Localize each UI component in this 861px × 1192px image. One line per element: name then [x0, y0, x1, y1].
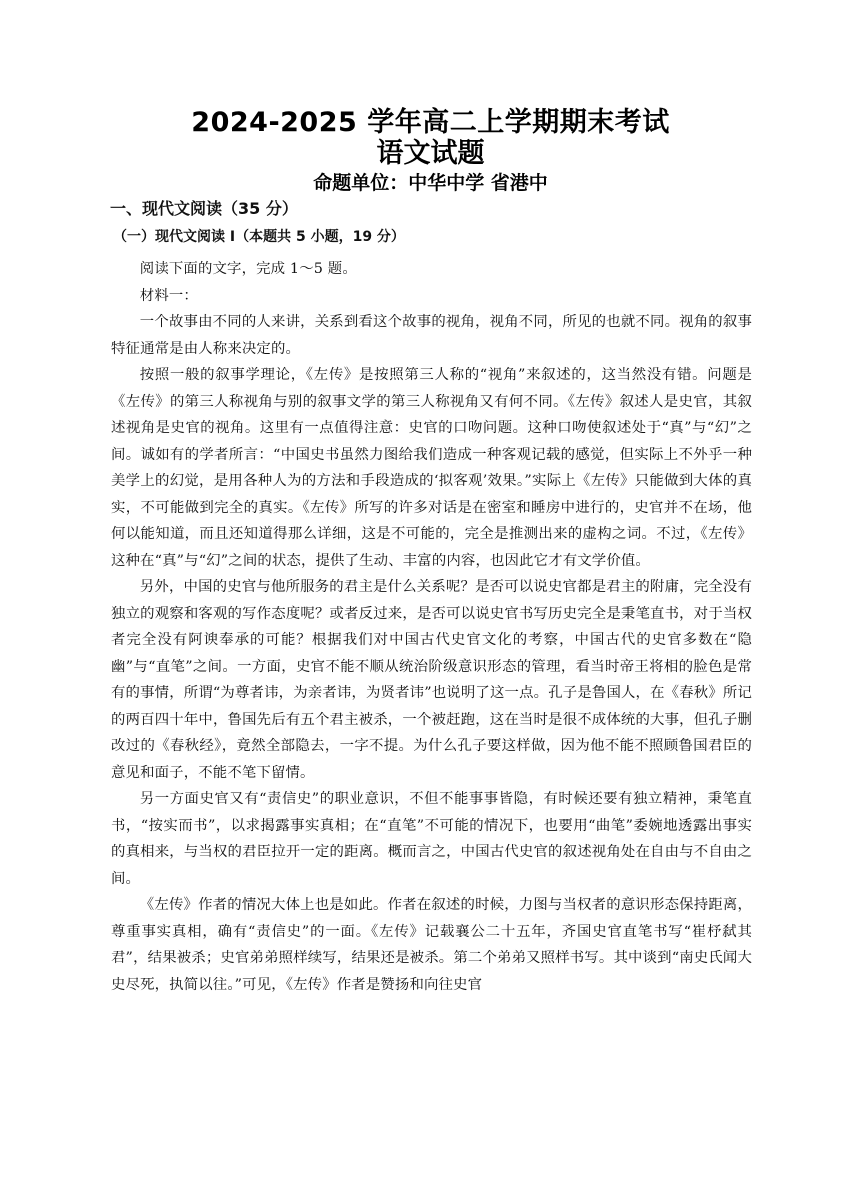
- paragraph: 另一方面史官又有“责信史”的职业意识，不但不能事事皆隐，有时候还要有独立精神，秉笔直书，“按实而书”，以求揭露事实真相；在“直笔”不可能的情况下，也要用“曲笔”委婉地透露出事实的真相来，与当权的君臣拉开一定的距离。概而言之，中国古代史官的叙述视角处在自由与不自由之间。: [111, 791, 752, 887]
- paragraph: 《左传》作者的情况大体上也是如此。作者在叙述的时候，力图与当权者的意识形态保持距离，尊重事实真相，确有“责信史”的一面。《左传》记载襄公二十五年，齐国史官直笔书写“崔杼弑其君”，结果被杀；史官弟弟照样续写，结果还是被杀。第二个弟弟又照样书写。其中谈到“南史氏闻大史尽死，执简以往。”可见，《左传》作者是赞扬和向往史官: [111, 897, 752, 993]
- material-label: 材料一：: [139, 287, 198, 304]
- exam-title: 2024-2025 学年高二上学期期末考试: [191, 107, 670, 138]
- paragraph: 另外，中国的史官与他所服务的君主是什么关系呢？是否可以说史官都是君主的附庸，完全没有独立的观察和客观的写作态度呢？或者反过来，是否可以说史官书写历史完全是秉笔直书，对于当权者完全没有阿谀奉承的可能？根据我们对中国古代史官文化的考察，中国古代的史官多数在“隐幽”与“直笔”之间。一方面，史官不能不顺从统治阶级意识形态的管理，看当时帝王将相的脸色是常有的事情，所谓“为尊者讳，为亲者讳，为贤者讳”也说明了这一点。孔子是鲁国人，在《春秋》所记的两百四十年中，鲁国先后有五个君主被杀，一个被赶跑，这在当时是很不成体统的大事，但孔子删改过的《春秋经》，竟然全部隐去，一字不提。为什么孔子要这样做，因为他不能不照顾鲁国君臣的意见和面子，不能不笔下留情。: [111, 579, 752, 781]
- reading-body: [111, 256, 752, 998]
- subsection-heading: （一）现代文阅读 I（本题共 5 小题，19 分）: [113, 229, 405, 245]
- subject-title: 语文试题: [376, 138, 485, 169]
- paragraph: 按照一般的叙事学理论，《左传》是按照第三人称的“视角”来叙述的，这当然没有错。问题是《左传》的第三人称视角与别的叙事文学的第三人称视角又有何不同。《左传》叙述人是史官，其叙述视角是史官的视角。这里有一点值得注意：史官的口吻问题。这种口吻使叙述处于“真”与“幻”之间。诚如有的学者所言：“中国史书虽然力图给我们造成一种客观记载的感觉，但实际上不外乎一种美学上的幻觉，是用各种人为的方法和手段造成的‘拟客观’效果。”实际上《左传》只能做到大体的真实，不可能做到完全的真实。《左传》所写的许多对话是在密室和睡房中进行的，史官并不在场，他何以能知道，而且还知道得那么详细，这是不可能的，完全是推测出来的虚构之词。不过，《左传》这种在“真”与“幻”之间的状态，提供了生动、丰富的内容，也因此它才有文学价值。: [111, 367, 752, 569]
- section-heading: 一、现代文阅读（35 分）: [110, 199, 298, 218]
- instruction-line: 阅读下面的文字，完成 1～5 题。: [139, 261, 357, 277]
- author-unit: 命题单位：中华中学 省港中: [313, 172, 548, 194]
- paragraph: 一个故事由不同的人来讲，关系到看这个故事的视角，视角不同，所见的也就不同。视角的叙事特征通常是由人称来决定的。: [111, 314, 752, 357]
